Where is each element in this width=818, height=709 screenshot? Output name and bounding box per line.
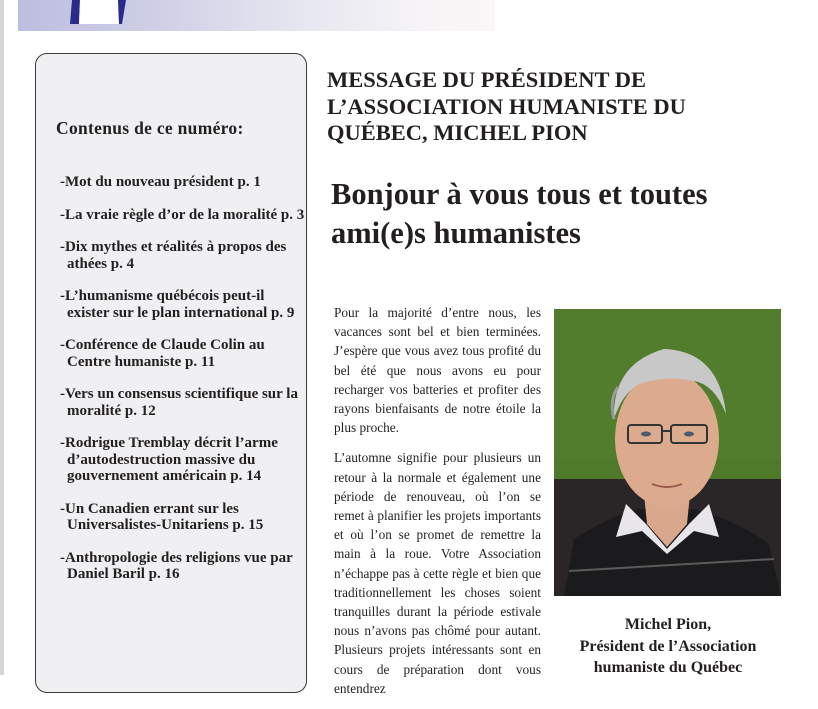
toc-item[interactable]: -L’humanisme québécois peut-il exister sur le plan international p. 9: [60, 288, 295, 321]
toc-list: [60, 174, 305, 599]
toc-item[interactable]: -Un Canadien errant sur les Universalistes-Unitariens p. 15: [60, 500, 264, 533]
page-edge-strip: [0, 0, 4, 675]
toc-item[interactable]: -Vers un consensus scientifique sur la moralité p. 12: [60, 386, 298, 419]
humanist-logo-icon: [70, 0, 138, 24]
toc-item[interactable]: -Conférence de Claude Colin au Centre humaniste p. 11: [60, 337, 265, 370]
toc-item[interactable]: -La vraie règle d’or de la moralité p. 3: [60, 206, 305, 223]
caption-org: humaniste du Québec: [593, 659, 743, 676]
caption-title: Président de l’Association: [579, 637, 757, 655]
portrait-photo: [554, 309, 781, 596]
caption-name: Michel Pion,: [624, 616, 712, 633]
photo-caption: [556, 614, 780, 679]
toc-item[interactable]: -Dix mythes et réalités à propos des athées p. 4: [60, 239, 287, 272]
toc-title: Contenus de ce numéro:: [56, 118, 244, 138]
article-body: [334, 303, 541, 709]
header-banner: [18, 0, 495, 31]
portrait-image: [554, 309, 781, 596]
body-paragraph: L’automne signifie pour plusieurs un retour à la normale et également une période de renouveau, où l’on se remet à planifier les projets importants et où l’on se promet de remettre la main à la roue. Votre Association n’échappe pas à cette règle et bien que traditionnellement les choses soient tranquilles durant la période estivale nous n’avons pas chômé pour autant. Plusieurs projets intéressants sont en cours de préparation dont vous entendrez: [334, 450, 541, 696]
article-headline: Bonjour à vous tous et toutes ami(e)s humanistes: [331, 177, 708, 250]
toc-item[interactable]: -Rodrigue Tremblay décrit l’arme d’autodestruction massive du gouvernement américain p. 14: [60, 435, 278, 484]
article-kicker: MESSAGE DU PRÉSIDENT DE L’ASSOCIATION HUMANISTE DU QUÉBEC, MICHEL PION: [327, 67, 686, 145]
toc-item[interactable]: -Mot du nouveau président p. 1: [60, 174, 261, 190]
body-paragraph: Pour la majorité d’entre nous, les vacances sont bel et bien terminées. J’espère que vous avez tous profité du bel été que nous avons eu pour recharger vos batteries et profiter des rayons bienfaisants de notre étoile la plus proche.: [334, 305, 541, 436]
toc-item[interactable]: -Anthropologie des religions vue par Daniel Baril p. 16: [60, 549, 293, 582]
